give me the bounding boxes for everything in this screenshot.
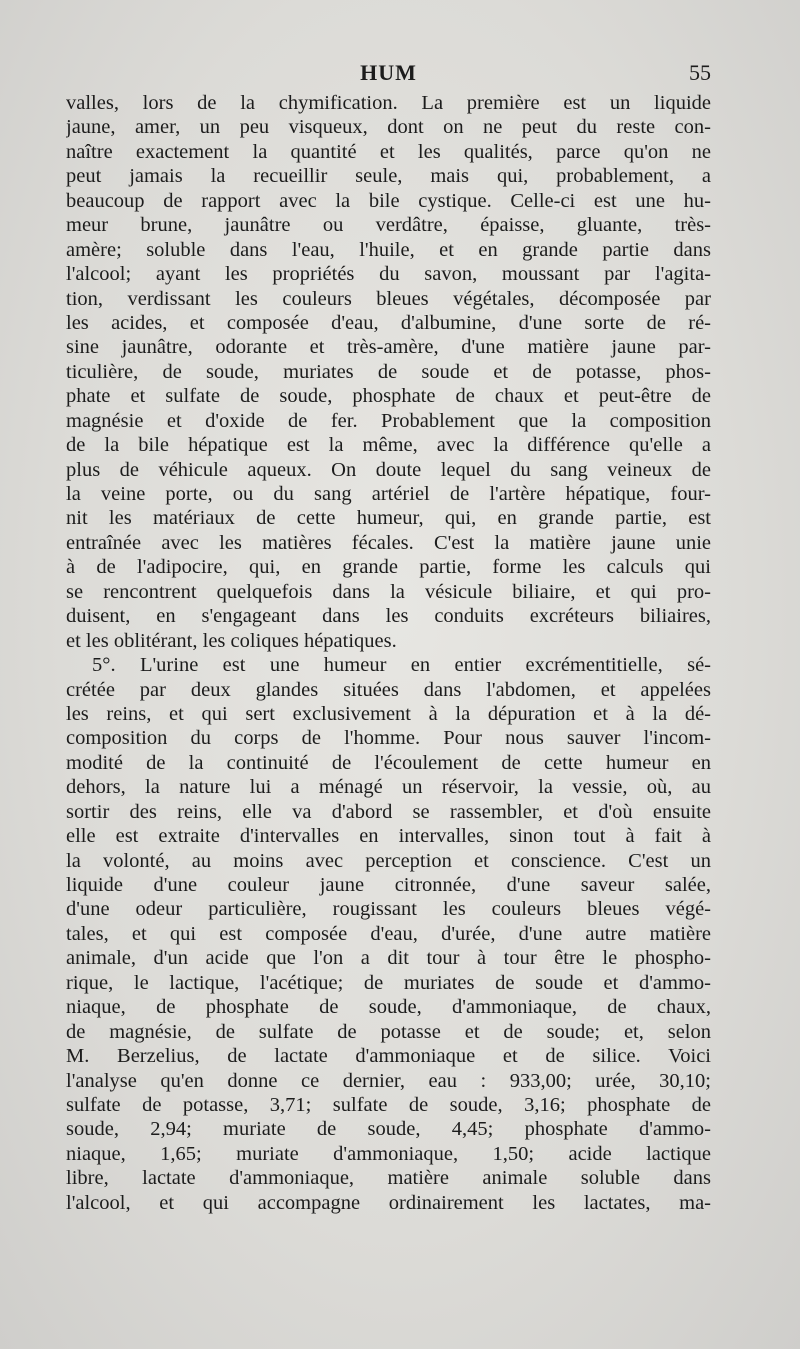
text-line: peut jamais la recueillir seule, mais qui, probablement, a — [66, 165, 711, 188]
text-line: beaucoup de rapport avec la bile cystique. Celle-ci est une hu- — [66, 189, 711, 212]
text-line: modité de la continuité de l'écoulement de cette humeur en — [66, 751, 711, 774]
text-line: libre, lactate d'ammoniaque, matière animale soluble dans — [66, 1167, 711, 1190]
text-line: tion, verdissant les couleurs bleues végétales, décomposée par — [66, 287, 711, 310]
text-line: dehors, la nature lui a ménagé un réservoir, la vessie, où, au — [66, 776, 711, 799]
text-line: et les oblitérant, les coliques hépatiques. — [66, 629, 397, 652]
text-line: phate et sulfate de soude, phosphate de chaux et peut-être de — [66, 385, 711, 408]
text-line: magnésie et d'oxide de fer. Probablement que la composition — [66, 409, 711, 432]
text-line: de la bile hépatique est la même, avec la différence qu'elle a — [66, 434, 711, 457]
text-line: animale, d'un acide que l'on a dit tour à tour être le phospho- — [66, 947, 711, 970]
text-line: sulfate de potasse, 3,71; sulfate de soude, 3,16; phosphate de — [66, 1093, 711, 1116]
text-line: l'alcool; ayant les propriétés du savon, moussant par l'agita- — [66, 263, 711, 286]
text-line: sine jaunâtre, odorante et très-amère, d'une matière jaune par- — [66, 336, 711, 359]
text-line: entraînée avec les matières fécales. C'est la matière jaune unie — [66, 531, 711, 554]
text-line: niaque, de phosphate de soude, d'ammoniaque, de chaux, — [66, 996, 711, 1019]
text-line: les acides, et composée d'eau, d'albumine, d'une sorte de ré- — [66, 311, 711, 334]
running-head: HUM — [360, 60, 417, 85]
text-line: la veine porte, ou du sang artériel de l'artère hépatique, four- — [66, 483, 711, 505]
text-line: duisent, en s'engageant dans les conduits excréteurs biliaires, — [66, 605, 711, 628]
text-line: ticulière, de soude, muriates de soude et de potasse, phos- — [66, 360, 711, 383]
text-line: jaune, amer, un peu visqueux, dont on ne peut du reste con- — [66, 116, 711, 139]
page-number: 55 — [689, 60, 711, 85]
text-line: rique, le lactique, l'acétique; de muriates de soude et d'ammo- — [66, 971, 711, 994]
text-line: de magnésie, de sulfate de potasse et de soude; et, selon — [66, 1020, 711, 1043]
text-line: composition du corps de l'homme. Pour nous sauver l'incom- — [66, 727, 711, 750]
text-line: les reins, et qui sert exclusivement à la dépuration et à la dé- — [66, 702, 711, 725]
text-line: l'alcool, et qui accompagne ordinairement les lactates, ma- — [66, 1191, 711, 1214]
text-line: M. Berzelius, de lactate d'ammoniaque et de silice. Voici — [66, 1045, 711, 1068]
text-line: la volonté, au moins avec perception et conscience. C'est un — [66, 849, 711, 872]
body-text — [66, 91, 711, 1215]
text-line: sortir des reins, elle va d'abord se rassembler, et d'où ensuite — [66, 800, 711, 823]
text-line: amère; soluble dans l'eau, l'huile, et en grande partie dans — [66, 238, 711, 261]
page-header — [66, 60, 711, 90]
text-line: plus de véhicule aqueux. On doute lequel du sang veineux de — [66, 458, 711, 481]
text-line: elle est extraite d'intervalles en intervalles, sinon tout à fait à — [66, 825, 711, 848]
text-line: tales, et qui est composée d'eau, d'urée, d'une autre matière — [66, 922, 711, 945]
text-line: crétée par deux glandes situées dans l'abdomen, et appelées — [66, 678, 711, 701]
text-line: valles, lors de la chymification. La première est un liquide — [66, 92, 711, 114]
text-line: liquide d'une couleur jaune citronnée, d'une saveur salée, — [66, 874, 711, 896]
text-line: naître exactement la quantité et les qualités, parce qu'on ne — [66, 140, 711, 163]
text-line: d'une odeur particulière, rougissant les couleurs bleues végé- — [66, 898, 711, 921]
text-line: niaque, 1,65; muriate d'ammoniaque, 1,50; acide lactique — [66, 1142, 711, 1165]
text-line: soude, 2,94; muriate de soude, 4,45; phosphate d'ammo- — [66, 1118, 711, 1141]
text-line: meur brune, jaunâtre ou verdâtre, épaisse, gluante, très- — [66, 214, 711, 237]
text-line: nit les matériaux de cette humeur, qui, en grande partie, est — [66, 507, 711, 530]
text-line: à de l'adipocire, qui, en grande partie, forme les calculs qui — [66, 556, 711, 579]
text-line: se rencontrent quelquefois dans la vésicule biliaire, et qui pro- — [66, 580, 711, 603]
text-line: l'analyse qu'en donne ce dernier, eau : 933,00; urée, 30,10; — [66, 1069, 711, 1092]
text-line: 5°. L'urine est une humeur en entier excrémentitielle, sé- — [92, 654, 711, 677]
